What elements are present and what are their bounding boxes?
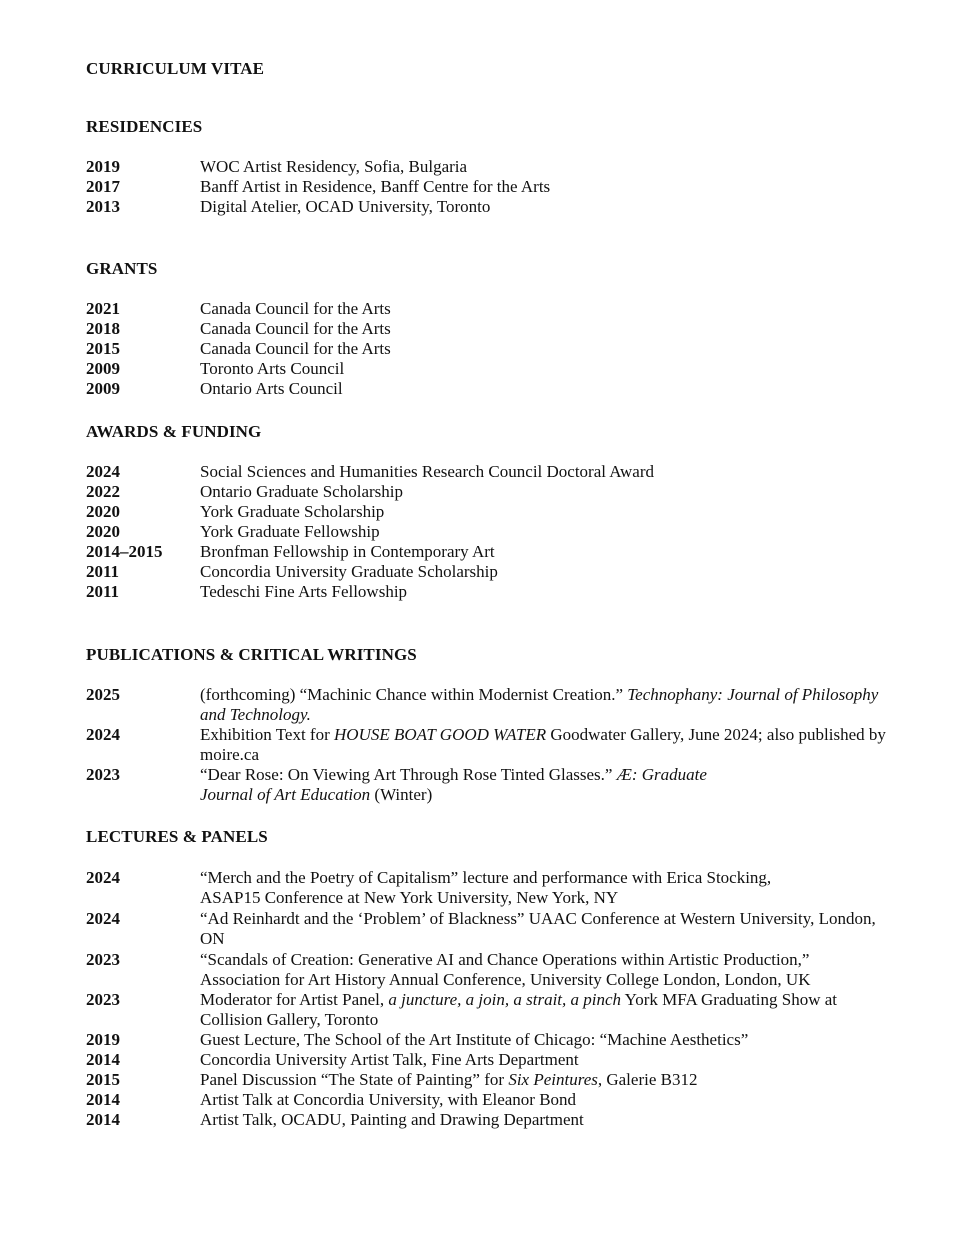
- entry-text: [200, 990, 886, 1030]
- entry-year: 2024: [86, 462, 120, 481]
- lecture-text: York MFA Graduating Show at Collision Gallery, Toronto: [200, 990, 838, 1030]
- lecture-entry: [86, 950, 886, 990]
- entry-year: 2023: [86, 990, 120, 1009]
- entry-year: 2009: [86, 379, 120, 398]
- award-entry: [86, 582, 886, 602]
- lecture-text: ASAP15 Conference at New York University, New York, NY: [200, 888, 619, 908]
- publication-entry: [86, 725, 886, 765]
- lecture-entry: [86, 1070, 886, 1090]
- entry-year: 2021: [86, 299, 120, 318]
- entry-text: Tedeschi Fine Arts Fellowship: [200, 582, 408, 601]
- entry-text: Canada Council for the Arts: [200, 339, 391, 358]
- award-entry: [86, 542, 886, 562]
- entry-text: Concordia University Graduate Scholarship: [200, 562, 498, 581]
- entry-text: Toronto Arts Council: [200, 359, 345, 378]
- residency-entry: [86, 197, 886, 217]
- entry-text: [200, 950, 886, 990]
- award-entry: [86, 562, 886, 582]
- entry-text: [200, 868, 886, 908]
- entry-text: Bronfman Fellowship in Contemporary Art: [200, 542, 495, 561]
- show-title: Six Peintures: [508, 1070, 598, 1089]
- entry-text: Social Sciences and Humanities Research Council Doctoral Award: [200, 462, 655, 481]
- grants-heading: GRANTS: [86, 259, 158, 278]
- entry-year: 2022: [86, 482, 120, 501]
- entry-text: Artist Talk, OCADU, Painting and Drawing Department: [200, 1110, 584, 1129]
- lecture-text: , Galerie B312: [597, 1070, 698, 1089]
- entry-year: 2014: [86, 1050, 120, 1069]
- residency-entry: [86, 177, 886, 197]
- lecture-text: Panel Discussion “The State of Painting” for: [200, 1070, 509, 1089]
- grant-entry: [86, 339, 886, 359]
- entry-year: 2014: [86, 1090, 120, 1109]
- entry-year: 2024: [86, 909, 120, 928]
- entry-text: [200, 1070, 886, 1090]
- entry-text: Digital Atelier, OCAD University, Toronto: [200, 197, 491, 216]
- publication-text: (forthcoming) “Machinic Chance within Modernist Creation.”: [200, 685, 628, 704]
- entry-year: 2014–2015: [86, 542, 163, 561]
- lecture-entry: [86, 990, 886, 1030]
- award-entry: [86, 502, 886, 522]
- lecture-entry: [86, 909, 886, 949]
- entry-text: [200, 765, 886, 805]
- entry-text: WOC Artist Residency, Sofia, Bulgaria: [200, 157, 468, 176]
- lecture-text: Association for Art History Annual Conference, University College London, London, UK: [200, 970, 811, 990]
- entry-text: Ontario Graduate Scholarship: [200, 482, 403, 501]
- entry-text: York Graduate Fellowship: [200, 522, 380, 541]
- grant-entry: [86, 359, 886, 379]
- exhibition-title: HOUSE BOAT GOOD WATER: [334, 725, 547, 744]
- lecture-entry: [86, 1110, 886, 1130]
- cv-title: CURRICULUM VITAE: [86, 59, 265, 78]
- lecture-entry: [86, 1030, 886, 1050]
- grant-entry: [86, 299, 886, 319]
- lecture-text: Moderator for Artist Panel,: [200, 990, 389, 1009]
- entry-year: 2014: [86, 1110, 120, 1129]
- entry-text: Canada Council for the Arts: [200, 299, 391, 318]
- entry-year: 2017: [86, 177, 120, 196]
- entry-year: 2015: [86, 339, 120, 358]
- entry-year: 2019: [86, 157, 120, 176]
- lectures-heading: LECTURES & PANELS: [86, 827, 268, 846]
- entry-text: Ontario Arts Council: [200, 379, 343, 398]
- publication-entry: [86, 685, 886, 725]
- entry-text: “Ad Reinhardt and the ‘Problem’ of Blackness” UAAC Conference at Western University, London, ON: [200, 909, 876, 949]
- residencies-heading: RESIDENCIES: [86, 117, 203, 136]
- entry-year: 2018: [86, 319, 120, 338]
- entry-year: 2019: [86, 1030, 120, 1049]
- publication-entry: [86, 765, 886, 805]
- entry-year: 2023: [86, 950, 120, 969]
- lecture-entry: [86, 868, 886, 908]
- entry-year: 2013: [86, 197, 120, 216]
- entry-text: Artist Talk at Concordia University, with Eleanor Bond: [200, 1090, 577, 1109]
- entry-year: 2024: [86, 868, 120, 887]
- entry-year: 2009: [86, 359, 120, 378]
- entry-year: 2011: [86, 562, 120, 581]
- entry-year: 2020: [86, 522, 120, 541]
- entry-text: Concordia University Artist Talk, Fine Arts Department: [200, 1050, 579, 1069]
- entry-year: 2015: [86, 1070, 120, 1089]
- entry-year: 2020: [86, 502, 120, 521]
- residency-entry: [86, 157, 886, 177]
- publication-text: “Dear Rose: On Viewing Art Through Rose Tinted Glasses.”: [200, 765, 617, 784]
- entry-year: 2025: [86, 685, 120, 704]
- entry-year: 2011: [86, 582, 120, 601]
- journal-title: Technophany: Journal of Philosophy and Technology.: [200, 685, 879, 725]
- entry-text: [200, 685, 886, 725]
- lecture-text: “Merch and the Poetry of Capitalism” lecture and performance with Erica Stocking,: [200, 868, 772, 887]
- entry-text: Banff Artist in Residence, Banff Centre for the Arts: [200, 177, 551, 196]
- publication-text: Goodwater Gallery, June 2024; also published by moire.ca: [200, 725, 886, 765]
- grant-entry: [86, 379, 886, 399]
- lecture-text: “Scandals of Creation: Generative AI and Chance Operations within Artistic Production,”: [200, 950, 810, 969]
- journal-title: Journal of Art Education: [200, 785, 371, 805]
- entry-year: 2024: [86, 725, 120, 744]
- award-entry: [86, 482, 886, 502]
- lecture-entry: [86, 1050, 886, 1070]
- journal-title: Æ: Graduate: [616, 765, 707, 784]
- entry-year: 2023: [86, 765, 120, 784]
- publications-heading: PUBLICATIONS & CRITICAL WRITINGS: [86, 645, 417, 664]
- entry-text: York Graduate Scholarship: [200, 502, 385, 521]
- entry-text: Guest Lecture, The School of the Art Institute of Chicago: “Machine Aesthetics”: [200, 1030, 749, 1049]
- award-entry: [86, 462, 886, 482]
- show-title: a juncture, a join, a strait, a pinch: [388, 990, 622, 1009]
- award-entry: [86, 522, 886, 542]
- publication-text: (Winter): [370, 785, 433, 805]
- grant-entry: [86, 319, 886, 339]
- lecture-entry: [86, 1090, 886, 1110]
- awards-heading: AWARDS & FUNDING: [86, 422, 262, 441]
- entry-text: Canada Council for the Arts: [200, 319, 391, 338]
- entry-text: [200, 725, 886, 765]
- publication-text: Exhibition Text for: [200, 725, 335, 744]
